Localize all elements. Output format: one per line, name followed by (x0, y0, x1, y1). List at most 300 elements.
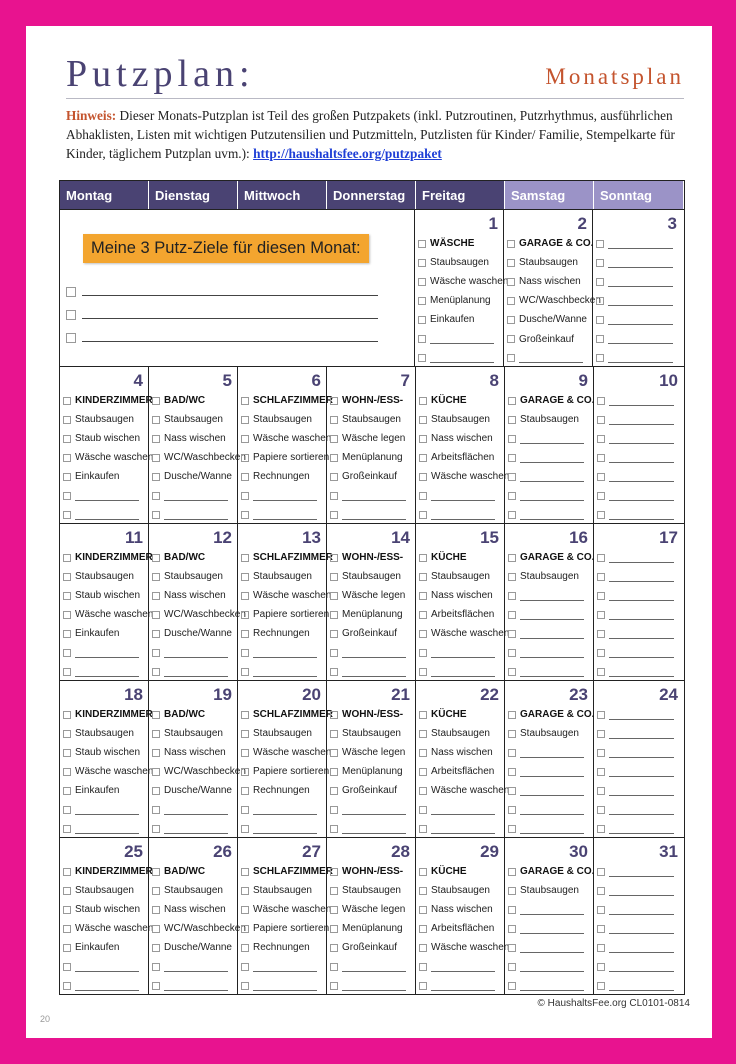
checkbox-icon[interactable] (241, 868, 249, 876)
task-item[interactable] (152, 567, 234, 586)
checkbox-icon[interactable] (418, 259, 426, 267)
checkbox-icon[interactable] (508, 887, 516, 895)
checkbox-icon[interactable] (241, 473, 249, 481)
task-item[interactable] (241, 800, 323, 819)
checkbox-icon[interactable] (597, 492, 605, 500)
checkbox-icon[interactable] (152, 711, 160, 719)
goal-line[interactable] (66, 310, 378, 320)
task-item[interactable] (597, 391, 680, 410)
task-item[interactable] (418, 329, 500, 348)
checkbox-icon[interactable] (597, 454, 605, 462)
checkbox-icon[interactable] (596, 297, 604, 305)
task-item[interactable] (241, 762, 330, 781)
task-item[interactable] (508, 586, 590, 605)
task-item[interactable] (152, 506, 234, 525)
task-item[interactable] (241, 506, 323, 525)
checkbox-icon[interactable] (419, 982, 427, 990)
checkbox-icon[interactable] (241, 668, 249, 676)
checkbox-icon[interactable] (152, 730, 160, 738)
checkbox-icon[interactable] (596, 259, 604, 267)
checkbox-icon[interactable] (152, 649, 160, 657)
checkbox-icon[interactable] (241, 649, 249, 657)
checkbox-icon[interactable] (419, 925, 427, 933)
checkbox-icon[interactable] (152, 825, 160, 833)
checkbox-icon[interactable] (596, 354, 604, 362)
room-heading[interactable] (241, 548, 333, 567)
checkbox-icon[interactable] (508, 868, 516, 876)
task-item[interactable] (241, 448, 330, 467)
checkbox-icon[interactable] (418, 297, 426, 305)
task-item[interactable] (152, 724, 234, 743)
checkbox-icon[interactable] (508, 806, 516, 814)
checkbox-icon[interactable] (597, 887, 605, 895)
task-item[interactable] (597, 410, 680, 429)
checkbox-icon[interactable] (63, 944, 71, 952)
checkbox-icon[interactable] (152, 397, 160, 405)
task-item[interactable] (597, 429, 680, 448)
checkbox-icon[interactable] (152, 611, 160, 619)
checkbox-icon[interactable] (596, 335, 604, 343)
task-item[interactable] (63, 486, 145, 505)
checkbox-icon[interactable] (152, 768, 160, 776)
task-item[interactable] (418, 272, 509, 291)
checkbox-icon[interactable] (241, 454, 249, 462)
task-item[interactable] (597, 762, 680, 781)
task-item[interactable] (419, 429, 501, 448)
checkbox-icon[interactable] (152, 511, 160, 519)
task-item[interactable] (508, 605, 590, 624)
checkbox-icon[interactable] (152, 906, 160, 914)
checkbox-icon[interactable] (597, 649, 605, 657)
task-item[interactable] (330, 624, 412, 643)
checkbox-icon[interactable] (508, 944, 516, 952)
checkbox-icon[interactable] (419, 768, 427, 776)
task-item[interactable] (597, 900, 680, 919)
checkbox-icon[interactable] (419, 887, 427, 895)
task-item[interactable] (507, 310, 589, 329)
checkbox-icon[interactable] (330, 554, 338, 562)
task-item[interactable] (596, 234, 679, 253)
checkbox-icon[interactable] (330, 768, 338, 776)
checkbox-icon[interactable] (508, 925, 516, 933)
checkbox-icon[interactable] (419, 906, 427, 914)
checkbox-icon[interactable] (63, 730, 71, 738)
checkbox-icon[interactable] (330, 416, 338, 424)
task-item[interactable] (330, 429, 412, 448)
task-item[interactable] (241, 663, 323, 682)
checkbox-icon[interactable] (63, 435, 71, 443)
task-item[interactable] (597, 820, 680, 839)
task-item[interactable] (152, 624, 234, 643)
task-item[interactable] (419, 586, 501, 605)
task-item[interactable] (330, 467, 412, 486)
checkbox-icon[interactable] (241, 806, 249, 814)
checkbox-icon[interactable] (241, 511, 249, 519)
task-item[interactable] (152, 743, 234, 762)
checkbox-icon[interactable] (152, 806, 160, 814)
checkbox-icon[interactable] (508, 397, 516, 405)
checkbox-icon[interactable] (241, 592, 249, 600)
checkbox-icon[interactable] (419, 554, 427, 562)
checkbox-icon[interactable] (152, 963, 160, 971)
task-item[interactable] (597, 506, 680, 525)
task-item[interactable] (419, 800, 501, 819)
checkbox-icon[interactable] (330, 944, 338, 952)
task-item[interactable] (507, 272, 589, 291)
checkbox-icon[interactable] (507, 335, 515, 343)
task-item[interactable] (330, 724, 412, 743)
task-item[interactable] (152, 781, 234, 800)
checkbox-icon[interactable] (419, 668, 427, 676)
task-item[interactable] (152, 938, 234, 957)
task-item[interactable] (419, 762, 501, 781)
checkbox-icon[interactable] (419, 749, 427, 757)
task-item[interactable] (418, 253, 500, 272)
room-heading[interactable] (330, 391, 412, 410)
checkbox-icon[interactable] (419, 649, 427, 657)
checkbox-icon[interactable] (66, 310, 76, 320)
task-item[interactable] (152, 586, 234, 605)
task-item[interactable] (418, 349, 500, 368)
task-item[interactable] (419, 643, 501, 662)
task-item[interactable] (419, 881, 501, 900)
checkbox-icon[interactable] (152, 435, 160, 443)
checkbox-icon[interactable] (597, 416, 605, 424)
task-item[interactable] (241, 781, 323, 800)
checkbox-icon[interactable] (330, 906, 338, 914)
checkbox-icon[interactable] (508, 787, 516, 795)
checkbox-icon[interactable] (508, 668, 516, 676)
checkbox-icon[interactable] (63, 573, 71, 581)
task-item[interactable] (508, 762, 590, 781)
task-item[interactable] (597, 881, 680, 900)
task-item[interactable] (330, 448, 412, 467)
checkbox-icon[interactable] (63, 906, 71, 914)
task-item[interactable] (597, 486, 680, 505)
room-heading[interactable] (508, 705, 595, 724)
checkbox-icon[interactable] (508, 554, 516, 562)
task-item[interactable] (596, 329, 679, 348)
checkbox-icon[interactable] (419, 573, 427, 581)
task-item[interactable] (596, 349, 679, 368)
task-item[interactable] (152, 762, 246, 781)
task-item[interactable] (63, 724, 145, 743)
checkbox-icon[interactable] (330, 825, 338, 833)
room-heading[interactable] (63, 705, 153, 724)
checkbox-icon[interactable] (330, 630, 338, 638)
checkbox-icon[interactable] (419, 511, 427, 519)
checkbox-icon[interactable] (152, 630, 160, 638)
task-item[interactable] (508, 486, 590, 505)
checkbox-icon[interactable] (241, 749, 249, 757)
checkbox-icon[interactable] (508, 435, 516, 443)
task-item[interactable] (508, 410, 590, 429)
task-item[interactable] (508, 881, 590, 900)
checkbox-icon[interactable] (330, 435, 338, 443)
checkbox-icon[interactable] (152, 925, 160, 933)
task-item[interactable] (597, 548, 680, 567)
checkbox-icon[interactable] (63, 887, 71, 895)
checkbox-icon[interactable] (597, 397, 605, 405)
checkbox-icon[interactable] (63, 397, 71, 405)
checkbox-icon[interactable] (63, 925, 71, 933)
checkbox-icon[interactable] (507, 259, 515, 267)
checkbox-icon[interactable] (508, 749, 516, 757)
checkbox-icon[interactable] (597, 554, 605, 562)
room-heading[interactable] (241, 391, 333, 410)
task-item[interactable] (508, 938, 590, 957)
checkbox-icon[interactable] (419, 492, 427, 500)
task-item[interactable] (63, 800, 145, 819)
checkbox-icon[interactable] (508, 730, 516, 738)
checkbox-icon[interactable] (241, 416, 249, 424)
checkbox-icon[interactable] (419, 806, 427, 814)
checkbox-icon[interactable] (241, 630, 249, 638)
task-item[interactable] (419, 781, 510, 800)
task-item[interactable] (152, 881, 234, 900)
checkbox-icon[interactable] (241, 963, 249, 971)
checkbox-icon[interactable] (241, 906, 249, 914)
checkbox-icon[interactable] (597, 787, 605, 795)
room-heading[interactable] (508, 862, 595, 881)
checkbox-icon[interactable] (597, 906, 605, 914)
checkbox-icon[interactable] (419, 730, 427, 738)
task-item[interactable] (597, 957, 680, 976)
checkbox-icon[interactable] (597, 473, 605, 481)
checkbox-icon[interactable] (63, 749, 71, 757)
checkbox-icon[interactable] (63, 630, 71, 638)
task-item[interactable] (508, 448, 590, 467)
task-item[interactable] (330, 762, 412, 781)
checkbox-icon[interactable] (597, 749, 605, 757)
task-item[interactable] (419, 919, 501, 938)
checkbox-icon[interactable] (597, 630, 605, 638)
task-item[interactable] (241, 467, 323, 486)
checkbox-icon[interactable] (419, 825, 427, 833)
task-item[interactable] (330, 506, 412, 525)
checkbox-icon[interactable] (597, 573, 605, 581)
task-item[interactable] (508, 506, 590, 525)
task-item[interactable] (63, 506, 145, 525)
room-heading[interactable] (152, 705, 234, 724)
checkbox-icon[interactable] (597, 668, 605, 676)
task-item[interactable] (419, 957, 501, 976)
checkbox-icon[interactable] (508, 454, 516, 462)
room-heading[interactable] (419, 548, 501, 567)
checkbox-icon[interactable] (63, 806, 71, 814)
task-item[interactable] (152, 429, 234, 448)
checkbox-icon[interactable] (241, 787, 249, 795)
checkbox-icon[interactable] (508, 630, 516, 638)
checkbox-icon[interactable] (241, 554, 249, 562)
checkbox-icon[interactable] (419, 611, 427, 619)
task-item[interactable] (63, 919, 154, 938)
checkbox-icon[interactable] (330, 982, 338, 990)
room-heading[interactable] (152, 391, 234, 410)
room-heading[interactable] (63, 862, 153, 881)
checkbox-icon[interactable] (330, 397, 338, 405)
task-item[interactable] (241, 643, 323, 662)
task-item[interactable] (419, 624, 510, 643)
room-heading[interactable] (241, 705, 333, 724)
checkbox-icon[interactable] (508, 492, 516, 500)
checkbox-icon[interactable] (241, 925, 249, 933)
checkbox-icon[interactable] (508, 982, 516, 990)
checkbox-icon[interactable] (63, 554, 71, 562)
hint-link[interactable]: http://haushaltsfee.org/putzpaket (253, 146, 442, 161)
checkbox-icon[interactable] (330, 592, 338, 600)
checkbox-icon[interactable] (330, 806, 338, 814)
task-item[interactable] (63, 663, 145, 682)
task-item[interactable] (63, 938, 145, 957)
checkbox-icon[interactable] (419, 963, 427, 971)
task-item[interactable] (241, 938, 323, 957)
checkbox-icon[interactable] (507, 316, 515, 324)
task-item[interactable] (152, 820, 234, 839)
checkbox-icon[interactable] (152, 749, 160, 757)
task-item[interactable] (241, 410, 323, 429)
task-item[interactable] (241, 486, 323, 505)
task-item[interactable] (241, 820, 323, 839)
checkbox-icon[interactable] (152, 554, 160, 562)
task-item[interactable] (241, 957, 323, 976)
task-item[interactable] (597, 586, 680, 605)
task-item[interactable] (419, 605, 501, 624)
task-item[interactable] (597, 567, 680, 586)
task-item[interactable] (152, 467, 234, 486)
task-item[interactable] (63, 762, 154, 781)
checkbox-icon[interactable] (66, 333, 76, 343)
task-item[interactable] (152, 663, 234, 682)
task-item[interactable] (241, 743, 332, 762)
task-item[interactable] (330, 957, 412, 976)
checkbox-icon[interactable] (241, 611, 249, 619)
task-item[interactable] (597, 643, 680, 662)
checkbox-icon[interactable] (508, 963, 516, 971)
checkbox-icon[interactable] (418, 278, 426, 286)
task-item[interactable] (597, 467, 680, 486)
task-item[interactable] (241, 624, 323, 643)
task-item[interactable] (152, 486, 234, 505)
checkbox-icon[interactable] (152, 473, 160, 481)
checkbox-icon[interactable] (152, 668, 160, 676)
checkbox-icon[interactable] (419, 787, 427, 795)
task-item[interactable] (418, 310, 500, 329)
task-item[interactable] (63, 820, 145, 839)
task-item[interactable] (63, 900, 145, 919)
goal-line[interactable] (66, 333, 378, 343)
task-item[interactable] (508, 429, 590, 448)
checkbox-icon[interactable] (330, 611, 338, 619)
task-item[interactable] (508, 800, 590, 819)
checkbox-icon[interactable] (63, 868, 71, 876)
checkbox-icon[interactable] (63, 511, 71, 519)
task-item[interactable] (419, 820, 501, 839)
task-item[interactable] (330, 586, 412, 605)
checkbox-icon[interactable] (418, 354, 426, 362)
room-heading[interactable] (241, 862, 333, 881)
checkbox-icon[interactable] (597, 806, 605, 814)
checkbox-icon[interactable] (419, 711, 427, 719)
checkbox-icon[interactable] (330, 887, 338, 895)
task-item[interactable] (152, 977, 234, 996)
task-item[interactable] (507, 253, 589, 272)
checkbox-icon[interactable] (330, 868, 338, 876)
checkbox-icon[interactable] (419, 592, 427, 600)
room-heading[interactable] (508, 548, 595, 567)
task-item[interactable] (63, 643, 145, 662)
checkbox-icon[interactable] (63, 416, 71, 424)
checkbox-icon[interactable] (330, 573, 338, 581)
checkbox-icon[interactable] (241, 887, 249, 895)
room-heading[interactable] (419, 391, 501, 410)
task-item[interactable] (241, 900, 332, 919)
room-heading[interactable] (419, 705, 501, 724)
task-item[interactable] (597, 800, 680, 819)
task-item[interactable] (419, 724, 501, 743)
room-heading[interactable] (330, 548, 412, 567)
task-item[interactable] (63, 743, 145, 762)
task-item[interactable] (508, 919, 590, 938)
task-item[interactable] (330, 881, 412, 900)
checkbox-icon[interactable] (63, 787, 71, 795)
checkbox-icon[interactable] (596, 316, 604, 324)
checkbox-icon[interactable] (596, 278, 604, 286)
checkbox-icon[interactable] (63, 768, 71, 776)
task-item[interactable] (508, 781, 590, 800)
checkbox-icon[interactable] (597, 711, 605, 719)
checkbox-icon[interactable] (507, 240, 515, 248)
checkbox-icon[interactable] (597, 730, 605, 738)
task-item[interactable] (419, 743, 501, 762)
checkbox-icon[interactable] (508, 825, 516, 833)
checkbox-icon[interactable] (63, 982, 71, 990)
room-heading[interactable] (330, 862, 412, 881)
task-item[interactable] (152, 800, 234, 819)
task-item[interactable] (508, 724, 590, 743)
checkbox-icon[interactable] (597, 825, 605, 833)
checkbox-icon[interactable] (241, 435, 249, 443)
task-item[interactable] (597, 862, 680, 881)
checkbox-icon[interactable] (419, 397, 427, 405)
checkbox-icon[interactable] (63, 473, 71, 481)
checkbox-icon[interactable] (508, 906, 516, 914)
task-item[interactable] (419, 486, 501, 505)
checkbox-icon[interactable] (63, 649, 71, 657)
task-item[interactable] (597, 724, 680, 743)
task-item[interactable] (508, 567, 590, 586)
task-item[interactable] (508, 977, 590, 996)
room-heading[interactable] (152, 548, 234, 567)
checkbox-icon[interactable] (241, 492, 249, 500)
task-item[interactable] (597, 781, 680, 800)
task-item[interactable] (508, 643, 590, 662)
checkbox-icon[interactable] (63, 454, 71, 462)
task-item[interactable] (241, 919, 330, 938)
task-item[interactable] (241, 567, 323, 586)
task-item[interactable] (63, 781, 145, 800)
checkbox-icon[interactable] (330, 511, 338, 519)
task-item[interactable] (419, 567, 501, 586)
checkbox-icon[interactable] (419, 868, 427, 876)
checkbox-icon[interactable] (241, 825, 249, 833)
task-item[interactable] (63, 586, 145, 605)
task-item[interactable] (330, 743, 412, 762)
checkbox-icon[interactable] (508, 649, 516, 657)
checkbox-icon[interactable] (330, 925, 338, 933)
checkbox-icon[interactable] (597, 982, 605, 990)
task-item[interactable] (330, 781, 412, 800)
